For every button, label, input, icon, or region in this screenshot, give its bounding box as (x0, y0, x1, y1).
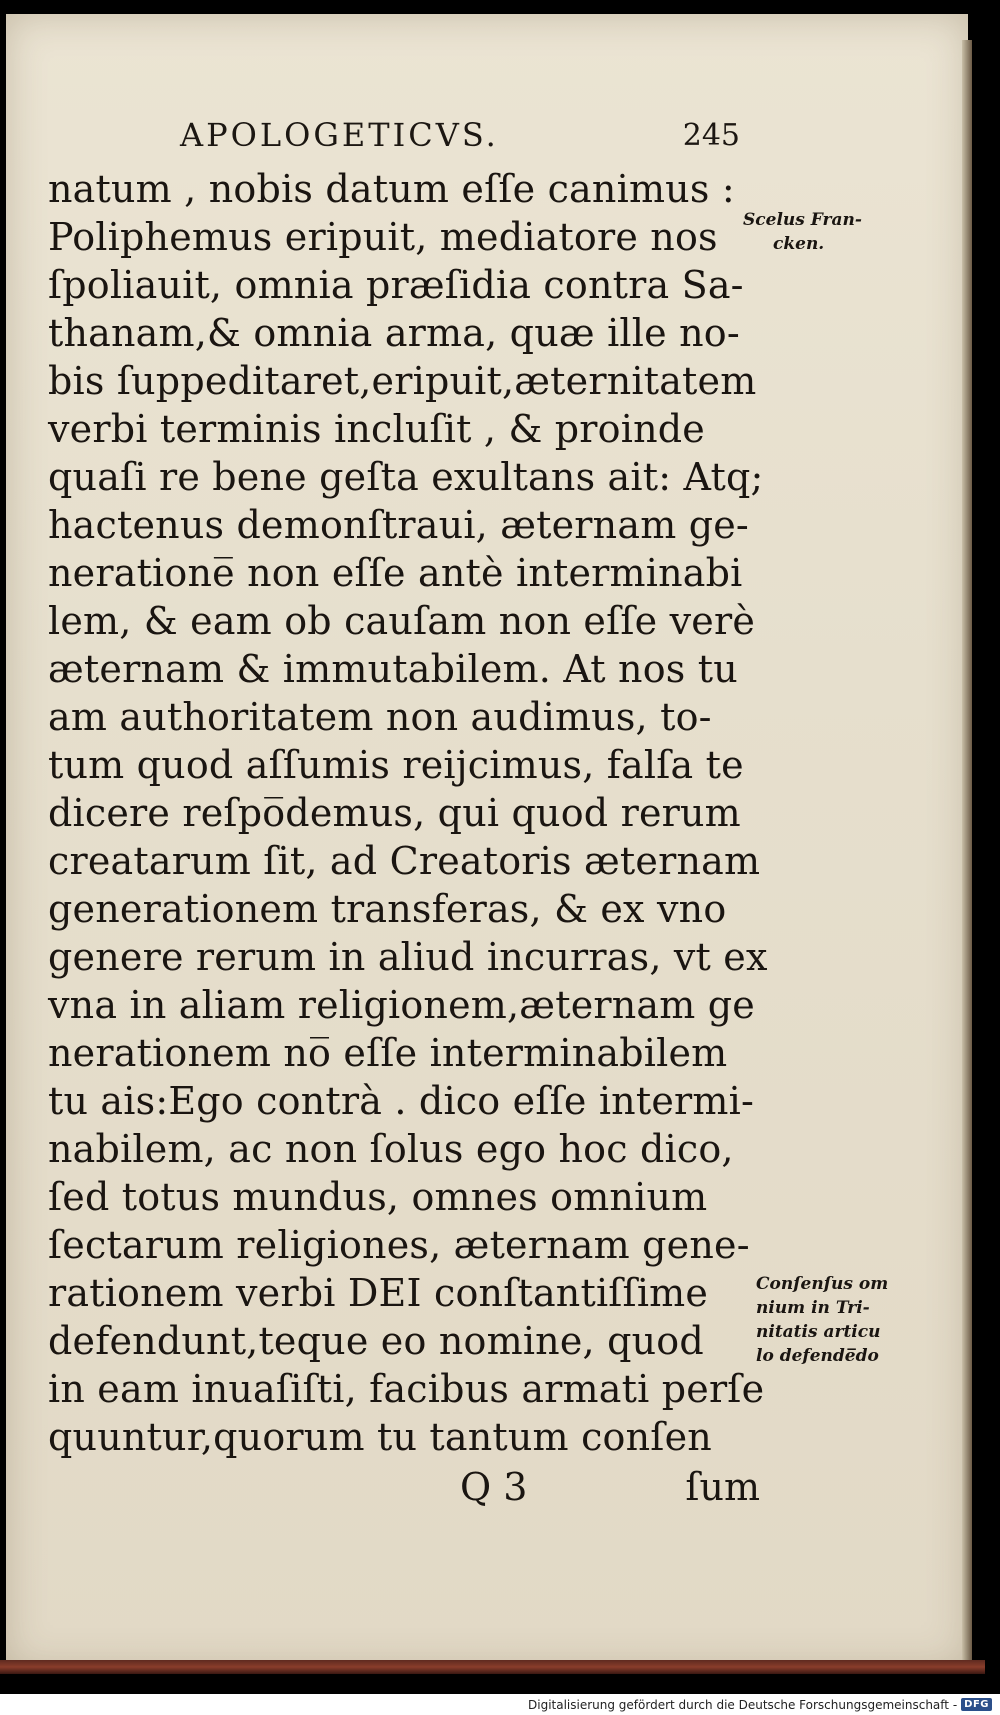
text-line: thanam,& omnia arma, quæ ille no- (48, 311, 740, 355)
text-line: hactenus demonſtraui, æternam ge- (48, 503, 749, 547)
page-number: 245 (682, 117, 740, 153)
marginal-note-scelus (743, 208, 862, 256)
text-line: nabilem, ac non ſolus ego hoc dico, (48, 1127, 734, 1171)
text-line: creatarum ſit, ad Creatoris æternam (48, 839, 761, 883)
text-line: æternam & immutabilem. At nos tu (48, 647, 738, 691)
text-line: am authoritatem non audimus, to- (48, 695, 712, 739)
text-line: ſectarum religiones, æternam gene- (48, 1223, 750, 1267)
attribution-text: Digitalisierung gefördert durch die Deutsche Forschungsgemeinschaft - (528, 1697, 958, 1712)
text-line: dicere reſpo̅demus, qui quod rerum (48, 791, 741, 835)
signature-line (460, 1462, 760, 1512)
text-line: vna in aliam religionem,æternam ge (48, 983, 755, 1027)
marginal-note-line: nium in Tri- (756, 1298, 870, 1318)
text-line: neratione̅ non eſſe antè interminabi (48, 551, 743, 595)
signature-mark: Q 3 (460, 1465, 528, 1509)
text-line: quuntur,quorum tu tantum conſen (48, 1415, 712, 1459)
dfg-logo: DFG (961, 1698, 992, 1711)
text-line: tu ais:Ego contrà . dico eſſe intermi- (48, 1079, 754, 1123)
text-line: ſpoliauit, omnia præſidia contra Sa- (48, 263, 744, 307)
text-line: generationem transferas, & ex vno (48, 887, 727, 931)
text-line: tum quod aſſumis reijcimus, falſa te (48, 743, 744, 787)
running-head (180, 110, 740, 160)
text-line: lem, & eam ob cauſam non eſſe verè (48, 599, 756, 643)
text-line: defendunt,teque eo nomine, quod (48, 1319, 704, 1363)
marginal-note-line: nitatis articu (756, 1322, 881, 1342)
text-line: bis ſuppeditaret,eripuit,æternitatem (48, 359, 757, 403)
main-text-block (48, 165, 768, 1461)
text-line: rationem verbi DEI conſtantiſſime (48, 1271, 709, 1315)
page-edge-bottom (0, 1660, 985, 1674)
text-line: quaſi re bene geſta exultans ait: Atq; (48, 455, 764, 499)
marginal-note-line: Scelus Fran- (743, 210, 862, 230)
text-line: in eam inuaſiſti, facibus armati perſe (48, 1367, 765, 1411)
marginal-note-line: lo defende̅do (756, 1346, 879, 1366)
text-line: nerationem no̅ eſſe interminabilem (48, 1031, 728, 1075)
text-line: ſed totus mundus, omnes omnium (48, 1175, 708, 1219)
text-line: Poliphemus eripuit, mediatore nos (48, 215, 718, 259)
text-line: genere rerum in aliud incurras, vt ex (48, 935, 768, 979)
marginal-note-consensus (756, 1272, 888, 1368)
text-line: verbi terminis incluſit , & proinde (48, 407, 705, 451)
marginal-note-line: Conſenſus om (756, 1274, 889, 1294)
running-title: APOLOGETICVS. (180, 116, 499, 154)
text-line: natum , nobis datum eſſe canimus : (48, 167, 735, 211)
page-edge-right (962, 40, 972, 1665)
catchword: ſum (685, 1465, 760, 1509)
attribution-bar (0, 1694, 1000, 1715)
marginal-note-line: cken. (773, 234, 825, 254)
